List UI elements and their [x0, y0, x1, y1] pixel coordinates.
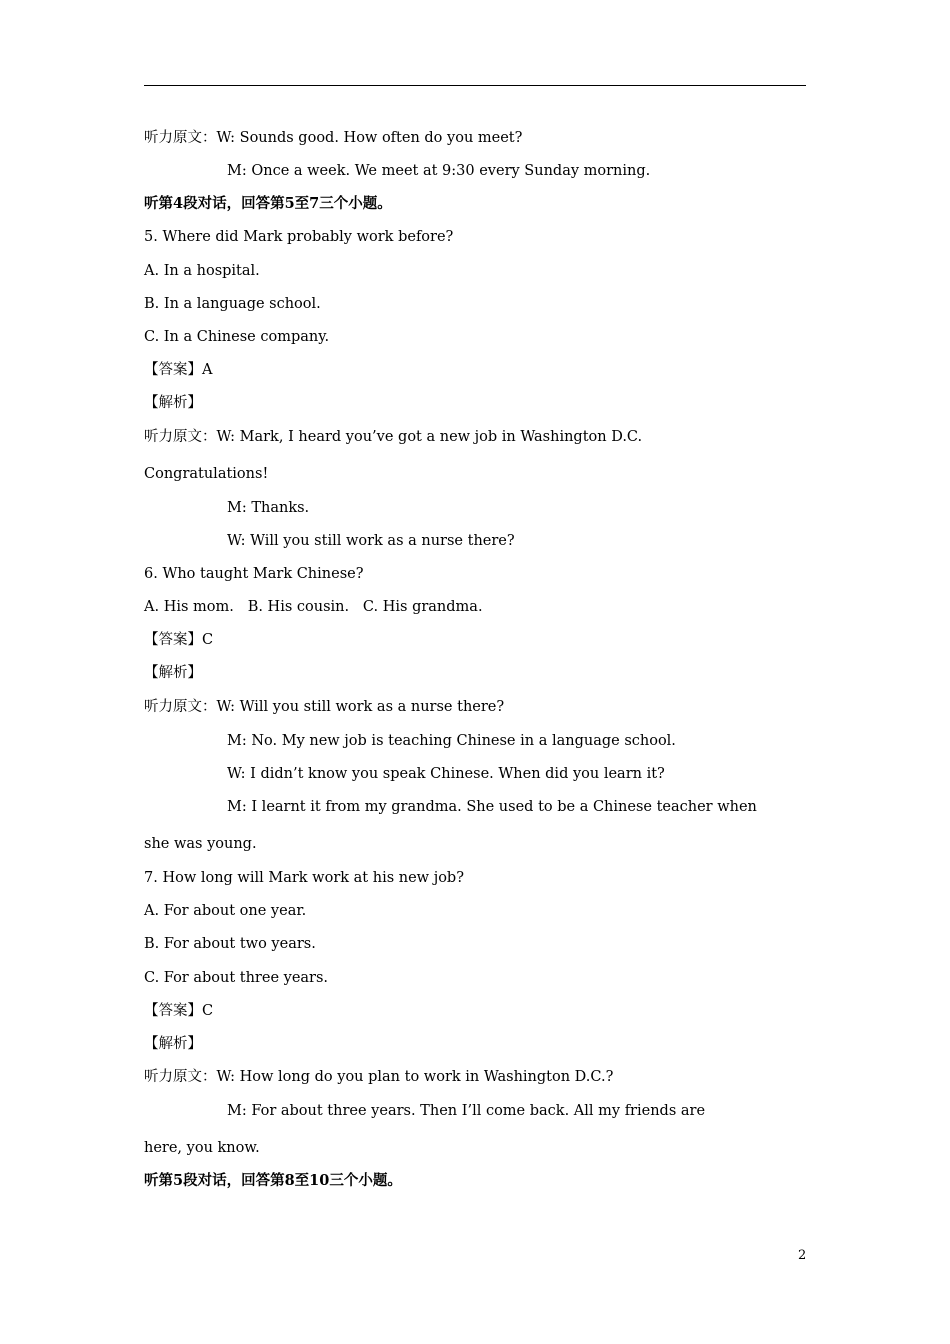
answer-label: 【答案】C	[144, 1003, 214, 1019]
transcript-line: M: I learnt it from my grandma. She used to be a Chinese teacher when	[227, 799, 757, 815]
transcript-line: she was young.	[144, 836, 257, 852]
transcript-line: W: Will you still work as a nurse there?	[227, 533, 515, 549]
option-c: C. For about three years.	[144, 970, 329, 986]
transcript-line: here, you know.	[144, 1140, 260, 1156]
answer-label: 【答案】C	[144, 632, 214, 648]
option-a: A. For about one year.	[144, 903, 307, 919]
transcript-line: 听力原文：W: How long do you plan to work in Washington D.C.?	[144, 1069, 614, 1085]
transcript-line: W: I didn’t know you speak Chinese. When did you learn it?	[227, 766, 665, 782]
transcript-line: M: Thanks.	[227, 500, 310, 516]
option-a: A. In a hospital.	[144, 263, 260, 279]
question-6: 6. Who taught Mark Chinese?	[144, 566, 364, 582]
option-b: B. In a language school.	[144, 296, 321, 312]
transcript-line: M: For about three years. Then I’ll come back. All my friends are	[227, 1103, 706, 1119]
options-line: A. His mom. B. His cousin. C. His grandma.	[144, 599, 483, 615]
page-number: 2	[798, 1248, 807, 1263]
analysis-label: 【解析】	[144, 1036, 202, 1052]
analysis-label: 【解析】	[144, 665, 202, 681]
section-heading: 听第5段对话，回答第8至10三个小题。	[144, 1172, 402, 1189]
answer-label: 【答案】A	[144, 362, 213, 378]
analysis-label: 【解析】	[144, 395, 202, 411]
header-rule	[144, 85, 806, 86]
transcript-line: 听力原文：W: Mark, I heard you’ve got a new job in Washington D.C.	[144, 429, 643, 445]
transcript-line: Congratulations!	[144, 466, 269, 482]
transcript-line: 听力原文：W: Will you still work as a nurse there?	[144, 699, 505, 715]
option-b: B. For about two years.	[144, 936, 316, 952]
option-c: C. In a Chinese company.	[144, 329, 330, 345]
transcript-line: M: Once a week. We meet at 9:30 every Sunday morning.	[227, 163, 651, 179]
transcript-line: M: No. My new job is teaching Chinese in a language school.	[227, 733, 676, 749]
question-5: 5. Where did Mark probably work before?	[144, 229, 454, 245]
transcript-line: 听力原文：W: Sounds good. How often do you meet?	[144, 130, 523, 146]
question-7: 7. How long will Mark work at his new job?	[144, 870, 464, 886]
section-heading: 听第4段对话，回答第5至7三个小题。	[144, 195, 392, 212]
